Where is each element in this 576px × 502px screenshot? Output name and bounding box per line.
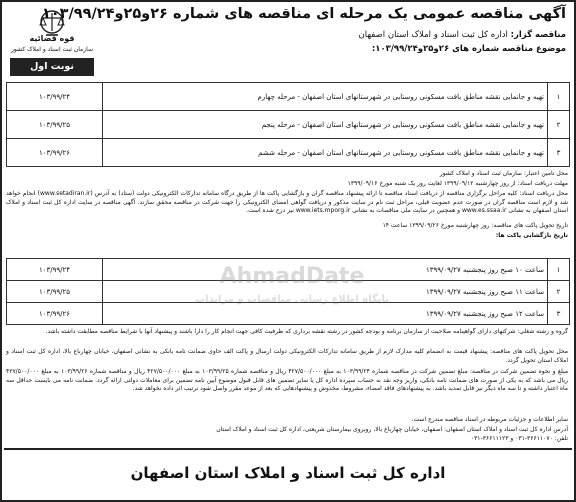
tender-title: تهیه و جانمایی نقشه مناطق بافت مسکونی روستایی در شهرستانهای استان اصفهان - مرحله پنجم (103, 111, 548, 139)
opening-time: ساعت ۱۱ صبح روز پنجشنبه ۱۳۹۹/۰۹/۲۷ (103, 281, 548, 303)
tender-title: تهیه و جانمایی نقشه مناطق بافت مسکونی روستایی در شهرستانهای استان اصفهان - مرحله ششم (103, 139, 548, 167)
org-top-text: قوه قضائیه (29, 34, 75, 43)
table-row (7, 259, 570, 281)
eligible-bidders: گروه و رشته شغلی: شرکتهای دارای گواهینامه صلاحیت از سازمان برنامه و بودجه کشور در رشته نقشه برداری که ظرفیت کافی جهت انجام کار را دارا باشند و پیشنهاد آنها با شرایط مناقصه مطابقت داشته باشد. (45, 328, 568, 335)
row-index: ۳ (548, 303, 570, 325)
tender-code: ۱۰۳/۹۹/۲۶ (7, 303, 103, 325)
subject-line (106, 44, 566, 54)
tender-code: ۱۰۳/۹۹/۲۴ (7, 83, 103, 111)
opening-table (6, 258, 570, 325)
tender-code: ۱۰۳/۹۹/۲۵ (7, 111, 103, 139)
table-row (7, 303, 570, 325)
tender-code: ۱۰۳/۹۹/۲۵ (7, 281, 103, 303)
opening-time: ساعت ۱۰ صبح روز پنجشنبه ۱۳۹۹/۰۹/۲۷ (103, 259, 548, 281)
opening-time: ساعت ۱۲ صبح روز پنجشنبه ۱۳۹۹/۰۹/۲۷ (103, 303, 548, 325)
guarantee-terms: مبلغ و نحوه تضمین شرکت در مناقصه: مبلغ تضمین شرکت در مناقصه شماره ۱۰۳/۹۹/۲۴ به مبلغ ۴۲۷/۵۰۰/۰۰۰ ریال و مناقصه شماره ۱۰۳/۹۹/۲۵ به مبلغ ۴۲۷/۵۰۰/۰۰۰ ریال و مناقصه شماره ۱۰۳/۹۹/۲۶ به مبلغ ۴۲۷/۵۰۰/۰۰۰ ریال می باشد که به یکی از صورت های ضمانت نامه بانکی، واریز وجه نقد به حساب سپرده اداره کل یا سایر تضمین های قابل قبول موضوع آیین نامه تضمین برای معاملات دولتی ارائه گردد. ضمانت نامه می بایست حداقل سه ماه اعتبار داشته و تا سه ماه دیگر نیز قابل تمدید باشد. به پیشنهادهای فاقد امضاء، مشروط، مخدوش و پیشنهادهایی که بعد از موعد مقرر واصل شود ترتیب اثر داده نخواهد شد. (6, 368, 569, 392)
document-deadline: مهلت دریافت اسناد: از روز چهارشنبه ۱۳۹۹/۰۹/۱۲ لغایت روز یک شنبه مورخ ۱۳۹۹/۰۹/۱۶ (347, 180, 568, 187)
row-index: ۲ (548, 281, 570, 303)
notice-header (2, 2, 574, 80)
table-row (7, 139, 570, 167)
tender-code: ۱۰۳/۹۹/۲۶ (7, 139, 103, 167)
footer-org-name: اداره کل ثبت اسناد و املاک استان اصفهان (130, 464, 446, 482)
tender-title: تهیه و جانمایی نقشه مناطق بافت مسکونی روستایی در شهرستانهای استان اصفهان - مرحله چهارم (103, 83, 548, 111)
organizer-line (106, 30, 566, 40)
row-index: ۱ (548, 259, 570, 281)
row-index: ۱ (548, 83, 570, 111)
document-place: محل دریافت اسناد: کلیه مراحل برگزاری مناقصه از دریافت اسناد مناقصه تا ارائه پیشنهاد مناقصه گران و بازگشایی پاکت ها از طریق درگاه سامانه تدارکات الکترونیکی دولت (ستاد) به آدرس (www.setadiran.ir) انجام خواهد شد و لازم است مناقصه گران در صورت عدم عضویت قبلی، مراحل ثبت نام در سایت مذکور و دریافت گواهی امضای الکترونیکی را جهت شرکت در مناقصه محقق سازند. آگهی مناقصه در سایت اداره کل ثبت اسناد و املاک استان اصفهان به نشانی www.es.ssaa.ir و همچنین در سایت ملی مناقصات به نشانی www.iets.mporg.ir نیز درج شده است. (6, 190, 568, 214)
tender-code: ۱۰۳/۹۹/۲۴ (7, 259, 103, 281)
notice-title: آگهی مناقصه عمومی یک مرحله ای مناقصه های شماره ۲۶و۲۵و۱۰۳/۹۹/۲۴ (41, 6, 566, 22)
table-row (7, 83, 570, 111)
organizer-value: اداره کل ثبت اسناد و املاک استان اصفهان (358, 30, 508, 40)
subject-label: موضوع مناقصه شماره های ۲۶و۲۵و۱۰۳/۹۹/۲۴: (371, 44, 566, 54)
extra-info-note: سایر اطلاعات و جزئیات مربوطه در اسناد مناقصه مندرج است. (411, 416, 568, 423)
notice-footer (4, 448, 572, 498)
watermark: AhmadDate (219, 264, 365, 289)
table-row (7, 281, 570, 303)
watermark-subtitle: پایگاه اطلاع رسانی مناقصات و مزایدات (195, 294, 389, 305)
table-row (7, 111, 570, 139)
finance-source: محل تامین اعتبار: سازمان ثبت اسناد و املاک کشور (439, 170, 568, 177)
row-index: ۲ (548, 111, 570, 139)
organizer-label: مناقصه گزار: (510, 30, 566, 40)
envelope-delivery-date: تاریخ تحویل پاکت های مناقصه: روز چهارشنبه مورخ ۱۳۹۹/۰۹/۲۶ ساعت ۱۴ (382, 222, 568, 229)
round-label: نوبت اول (10, 58, 94, 76)
row-index: ۳ (548, 139, 570, 167)
opening-date-label: تاریخ بازگشایی پاکت ها: (495, 232, 568, 239)
tender-table (6, 82, 570, 167)
office-address: آدرس اداره کل ثبت اسناد و املاک استان اصفهان: اصفهان، خیابان چهارباغ بالا، روبروی بیمارستان شریعتی، اداره کل ثبت اسناد و املاک استان (216, 426, 568, 433)
envelope-delivery-place: محل تحویل پاکت های مناقصه: پیشنهاد قیمت به انضمام کلیه مدارک لازم از طریق سامانه تدارکات الکترونیکی دولت ارسال و پاکت الف حاوی ضمانت نامه بانکی به نشانی اصفهان، خیابان چهارباغ بالا، اداره کل ثبت اسناد و املاک استان تحویل گردد. (6, 348, 568, 364)
office-phone: تلفن: ۳۶۶۱۱۰۷۰-۰۳۱ و ۳۶۶۱۱۱۲۳-۰۳۱ (470, 435, 568, 442)
org-name: سازمان ثبت اسناد و املاک کشور (10, 46, 94, 53)
